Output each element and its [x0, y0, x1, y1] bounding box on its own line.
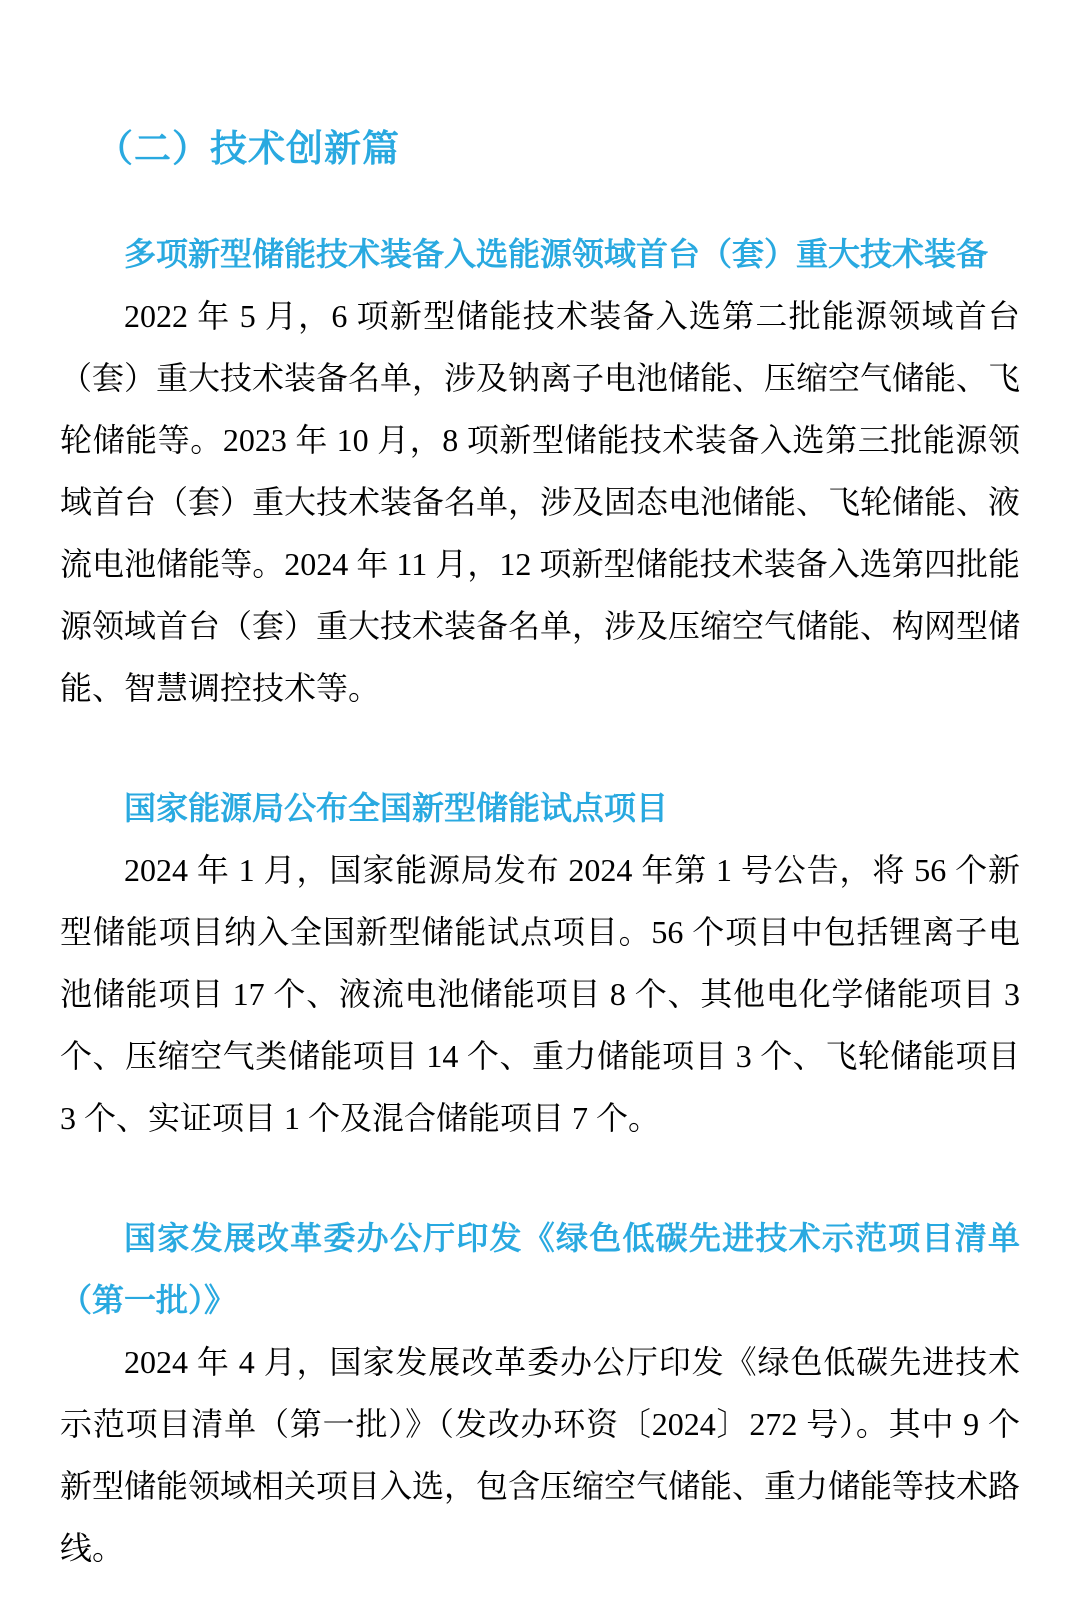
section-heading: 国家能源局公布全国新型储能试点项目	[124, 790, 669, 826]
section-paragraph: 2024 年 1 月，国家能源局发布 2024 年第 1 号公告，将 56 个新型储能项目纳入全国新型储能试点项目。56 个项目中包括锂离子电池储能项目 17 个、液流电池储能项目 8 个、其他电化学储能项目 3 个、压缩空气类储能项目 14 个、重力储能项目 3 个、飞轮储能项目 3 个、实证项目 1 个及混合储能项目 7 个。	[60, 852, 1020, 1136]
section-heading: 国家发展改革委办公厅印发《绿色低碳先进技术示范项目清单（第一批）》	[60, 1220, 1020, 1318]
section-pilot-projects	[60, 777, 1020, 1149]
section-green-low-carbon-list	[60, 1207, 1020, 1579]
page-title: （二）技术创新篇	[96, 128, 400, 169]
section-paragraph: 2024 年 4 月，国家发展改革委办公厅印发《绿色低碳先进技术示范项目清单（第一批）》（发改办环资〔2024〕272 号）。其中 9 个新型储能领域相关项目入选，包含压缩空气储能、重力储能等技术路线。	[60, 1344, 1021, 1566]
section-heading: 多项新型储能技术装备入选能源领域首台（套）重大技术装备	[124, 236, 989, 272]
section-major-technical-equipment	[60, 223, 1020, 719]
section-paragraph: 2022 年 5 月，6 项新型储能技术装备入选第二批能源领域首台（套）重大技术装备名单，涉及钠离子电池储能、压缩空气储能、飞轮储能等。2023 年 10 月，8 项新型储能技术装备入选第三批能源领域首台（套）重大技术装备名单，涉及固态电池储能、飞轮储能、液流电池储能等。2024 年 11 月，12 项新型储能技术装备入选第四批能源领域首台（套）重大技术装备名单，涉及压缩空气储能、构网型储能、智慧调控技术等。	[60, 298, 1021, 706]
